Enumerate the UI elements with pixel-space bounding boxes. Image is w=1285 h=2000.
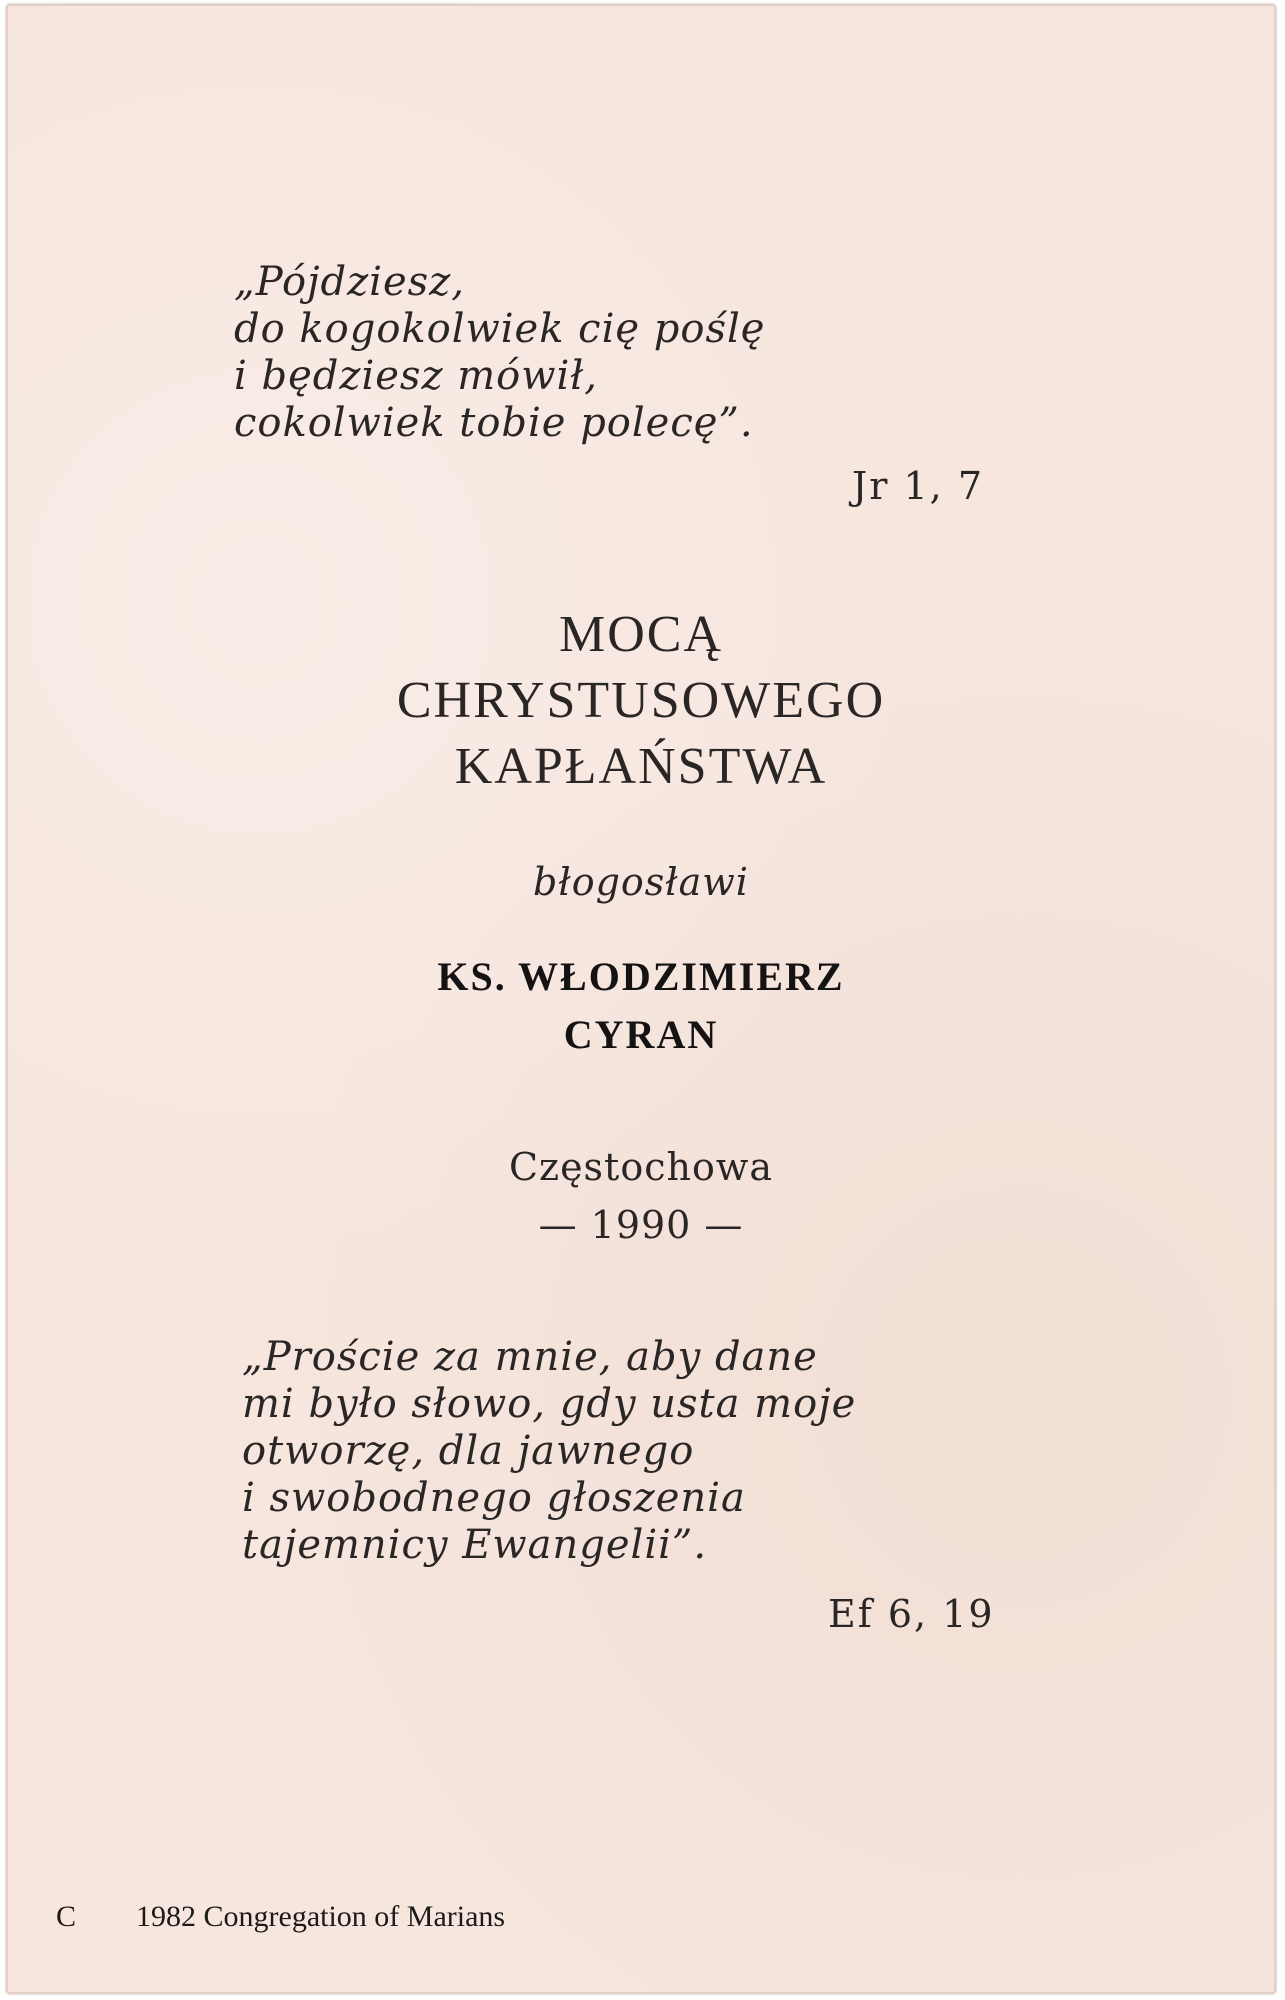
copyright-notice bbox=[56, 1900, 505, 1934]
bottom-quote-line: mi było słowo, gdy usta moje bbox=[242, 1381, 857, 1427]
bottom-quote-line: „Proście za mnie, aby dane bbox=[242, 1334, 818, 1380]
top-quote-line: i będziesz mówił, bbox=[234, 353, 598, 399]
top-quote-line: do kogokolwiek cię poślę bbox=[234, 306, 766, 352]
priest-name bbox=[6, 948, 1276, 1064]
top-quote-line: cokolwiek tobie polecę”. bbox=[234, 400, 754, 446]
title-line: KAPŁAŃSTWA bbox=[454, 738, 828, 795]
priest-name-line: KS. WŁODZIMIERZ bbox=[437, 954, 845, 999]
place-city: Częstochowa bbox=[508, 1145, 774, 1189]
place-and-date bbox=[6, 1138, 1276, 1254]
copyright-text: 1982 Congregation of Marians bbox=[136, 1900, 506, 1933]
title bbox=[6, 602, 1276, 800]
place-year: — 1990 — bbox=[538, 1203, 744, 1247]
top-quote-line: „Pójdziesz, bbox=[234, 259, 465, 305]
blesses-text: błogosławi bbox=[533, 860, 749, 904]
copyright-mark: C bbox=[56, 1900, 77, 1933]
prayer-card bbox=[6, 4, 1276, 1994]
title-line: CHRYSTUSOWEGO bbox=[396, 672, 886, 729]
bottom-quote-line: tajemnicy Ewangelii”. bbox=[242, 1522, 708, 1568]
bottom-quote bbox=[242, 1334, 856, 1569]
top-quote bbox=[234, 259, 765, 447]
bottom-quote-line: i swobodnego głoszenia bbox=[242, 1475, 746, 1521]
bottom-quote-reference: Ef 6, 19 bbox=[828, 1592, 995, 1636]
priest-name-line: CYRAN bbox=[563, 1012, 719, 1057]
title-line: MOCĄ bbox=[558, 606, 724, 663]
bottom-quote-line: otworzę, dla jawnego bbox=[242, 1428, 695, 1474]
top-quote-reference: Jr 1, 7 bbox=[852, 464, 984, 508]
